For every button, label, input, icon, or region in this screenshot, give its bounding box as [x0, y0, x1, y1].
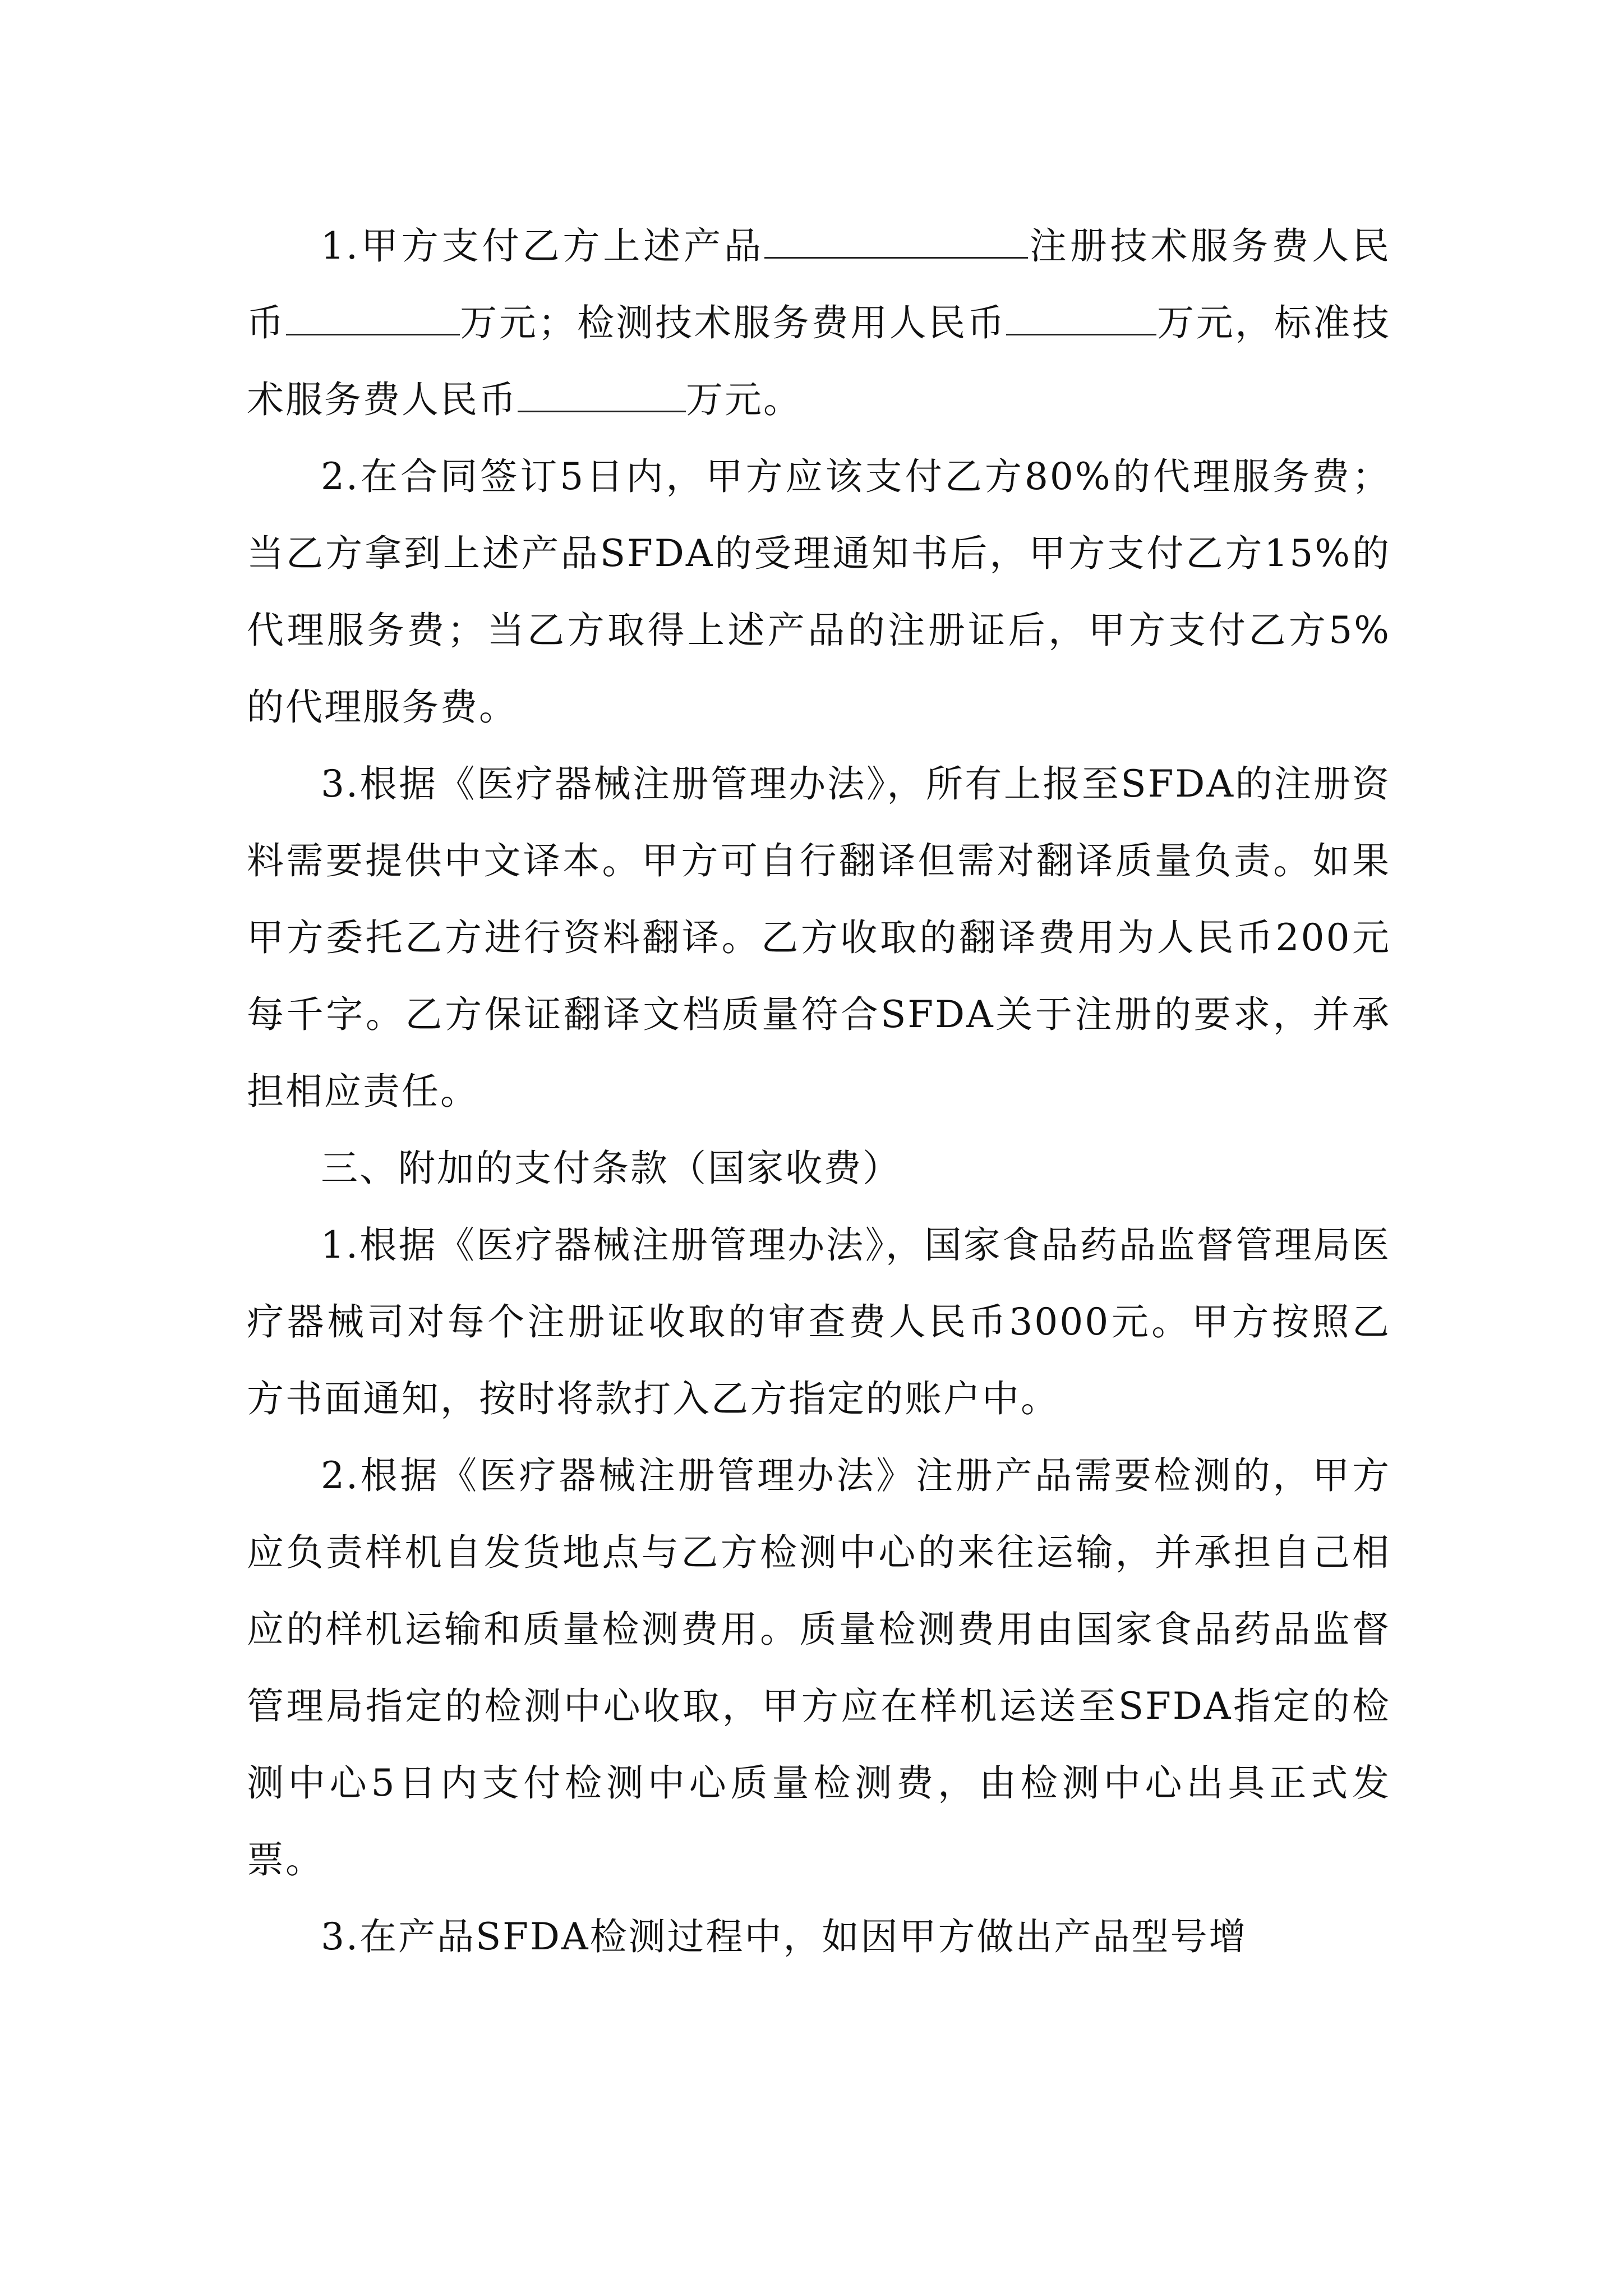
clause-1-text-b: 注册技术服务费人民币 — [247, 224, 1391, 344]
section-heading-additional-payment: 三、附加的支付条款（国家收费） — [321, 1147, 901, 1190]
payment-clause-2: 2.在合同签订5日内，甲方应该支付乙方80%的代理服务费；当乙方拿到上述产品SFDA的受理通知书后，甲方支付乙方15%的代理服务费；当乙方取得上述产品的注册证后，甲方支付乙方5%的代理服务费。 — [247, 455, 1391, 729]
fill-blank-standard-fee — [518, 371, 686, 412]
fill-blank-testing-fee — [1006, 295, 1156, 335]
clause-1-text-c: 万元；检测技术服务费用人民币 — [459, 301, 1007, 344]
clause-1-text-e: 万元。 — [686, 378, 802, 421]
clause-1-text-a: 1.甲方支付乙方上述产品 — [321, 224, 764, 268]
document-body — [247, 208, 1391, 1975]
additional-clause-3: 3.在产品SFDA检测过程中，如因甲方做出产品型号增 — [321, 1915, 1248, 1958]
payment-clause-1 — [247, 208, 1391, 438]
additional-clause-2: 2.根据《医疗器械注册管理办法》注册产品需要检测的，甲方应负责样机自发货地点与乙方检测中心的来往运输，并承担自己相应的样机运输和质量检测费用。质量检测费用由国家食品药品监督管理局指定的检测中心收取，甲方应在样机运送至SFDA指定的检测中心5日内支付检测中心质量检测费，由检测中心出具正式发票。 — [247, 1454, 1391, 1881]
payment-clause-3: 3.根据《医疗器械注册管理办法》，所有上报至SFDA的注册资料需要提供中文译本。甲方可自行翻译但需对翻译质量负责。如果甲方委托乙方进行资料翻译。乙方收取的翻译费用为人民币200元每千字。乙方保证翻译文档质量符合SFDA关于注册的要求，并承担相应责任。 — [247, 762, 1391, 1113]
additional-clause-1: 1.根据《医疗器械注册管理办法》，国家食品药品监督管理局医疗器械司对每个注册证收取的审查费人民币3000元。甲方按照乙方书面通知，按时将款打入乙方指定的账户中。 — [247, 1223, 1391, 1420]
clause-1-text-d: 万元，标准技术服务费人民币 — [247, 301, 1391, 421]
fill-blank-product — [764, 218, 1028, 259]
fill-blank-registration-fee — [286, 295, 460, 335]
